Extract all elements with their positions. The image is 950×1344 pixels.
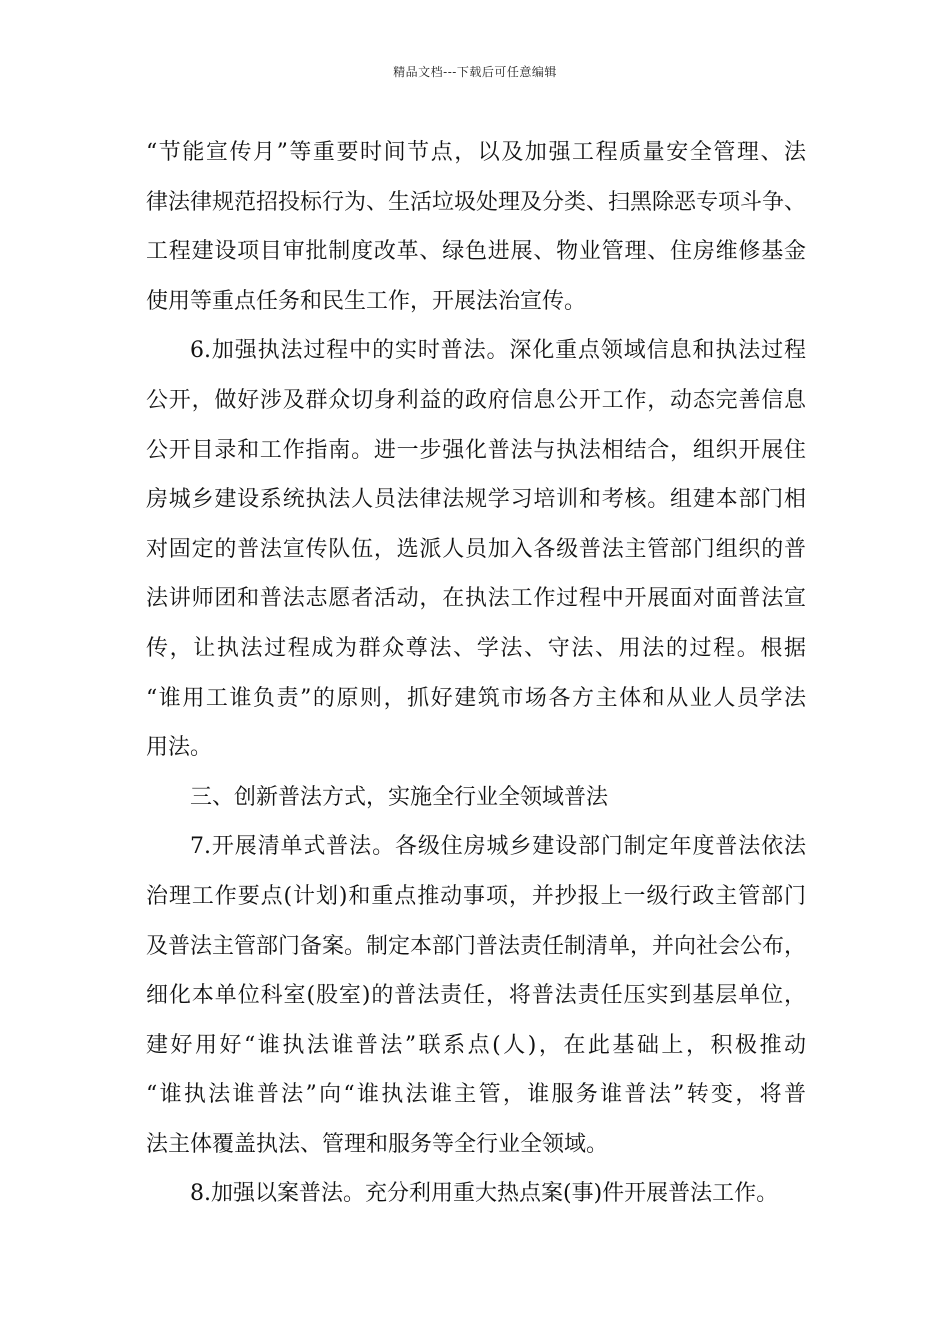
text-line: 8.加强以案普法。充分利用重大热点案(事)件开展普法工作。	[190, 1181, 779, 1207]
text-line: 使用等重点任务和民生工作，开展法治宣传。	[146, 288, 587, 314]
text-line: 法讲师团和普法志愿者活动，在执法工作过程中开展面对面普法宣	[146, 586, 806, 612]
text-line: 工程建设项目审批制度改革、绿色进展、物业管理、住房维修基金	[146, 239, 806, 265]
paragraph	[146, 1169, 806, 1219]
text-line: “节能宣传月”等重要时间节点，以及加强工程质量安全管理、法	[146, 140, 806, 165]
section-heading	[146, 773, 806, 823]
text-line: 对固定的普法宣传队伍，选派人员加入各级普法主管部门组织的普	[146, 536, 806, 562]
text-line: 房城乡建设系统执法人员法律法规学习培训和考核。组建本部门相	[146, 487, 806, 513]
paragraph	[146, 128, 806, 326]
text-line: 7.开展清单式普法。各级住房城乡建设部门制定年度普法依法	[190, 834, 806, 860]
paragraph	[146, 326, 806, 772]
text-line: 传，让执法过程成为群众尊法、学法、守法、用法的过程。根据	[146, 635, 806, 661]
text-line: 治理工作要点(计划)和重点推动事项，并抄报上一级行政主管部门	[146, 883, 806, 909]
text-line: “谁执法谁普法”向“谁执法谁主管，谁服务谁普法”转变，将普	[146, 1082, 806, 1108]
text-line: 用法。	[146, 735, 213, 761]
text-line: 公开，做好涉及群众切身利益的政府信息公开工作，动态完善信息	[146, 387, 806, 413]
text-line: 建好用好“谁执法谁普法”联系点(人)，在此基础上，积极推动	[146, 1032, 806, 1058]
text-line: 法主体覆盖执法、管理和服务等全行业全领域。	[146, 1131, 609, 1157]
paragraph	[146, 822, 806, 1169]
text-line: “谁用工谁负责”的原则，抓好建筑市场各方主体和从业人员学法	[146, 685, 806, 711]
text-line: 律法律规范招投标行为、生活垃圾处理及分类、扫黑除恶专项斗争、	[146, 189, 807, 215]
text-line: 公开目录和工作指南。进一步强化普法与执法相结合，组织开展住	[146, 437, 806, 463]
page-header: 精品文档---下载后可任意编辑	[393, 65, 557, 79]
document-body	[146, 128, 806, 1219]
text-line: 细化本单位科室(股室)的普法责任，将普法责任压实到基层单位，	[146, 983, 806, 1009]
text-line: 6.加强执法过程中的实时普法。深化重点领域信息和执法过程	[190, 338, 806, 364]
text-line: 及普法主管部门备案。制定本部门普法责任制清单，并向社会公布，	[146, 933, 807, 959]
text-line: 三、创新普法方式，实施全行业全领域普法	[190, 784, 609, 810]
